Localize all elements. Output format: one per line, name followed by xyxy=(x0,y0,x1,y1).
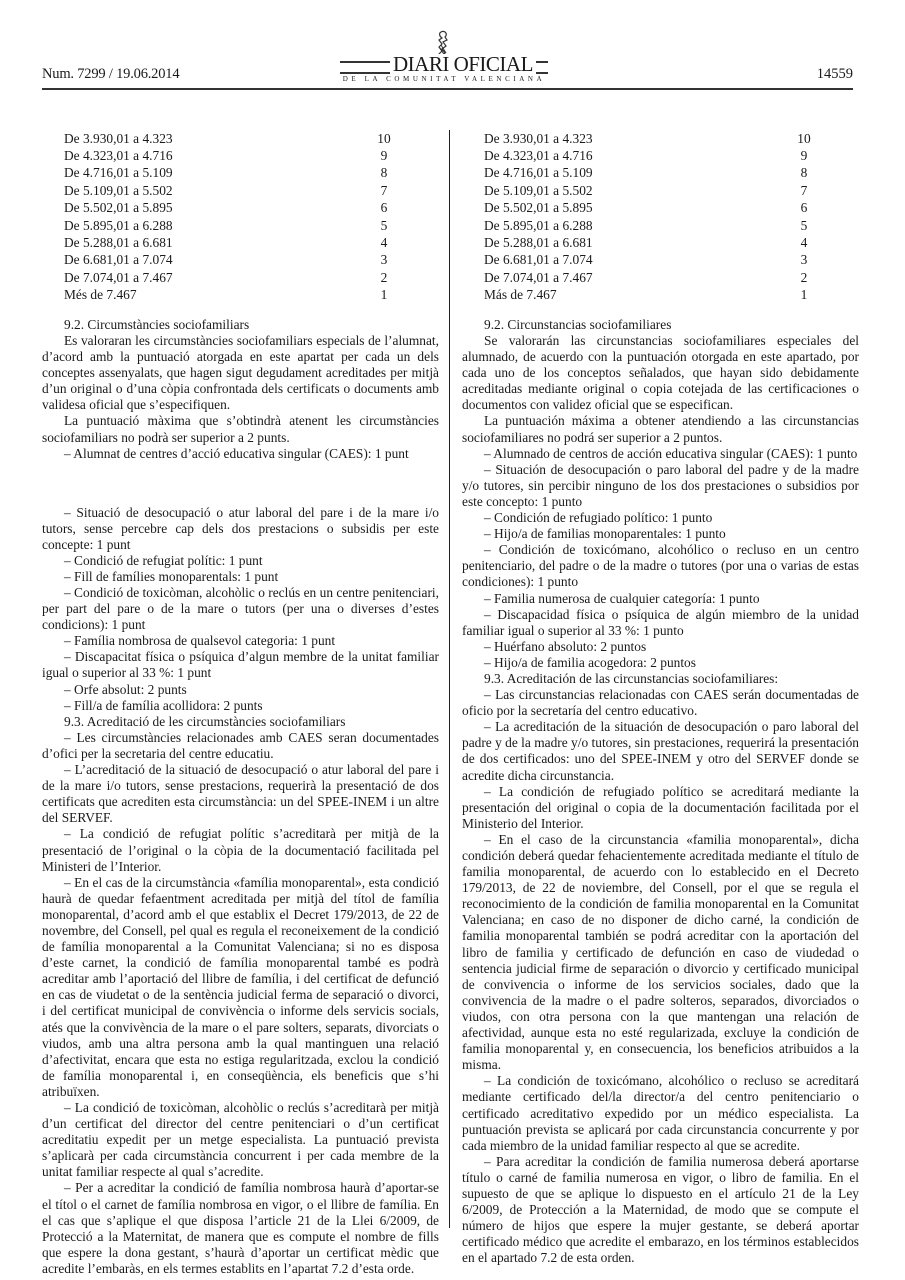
table-row xyxy=(42,200,439,217)
table-row xyxy=(42,234,439,251)
income-points-table xyxy=(42,130,439,304)
income-range: De 5.502,01 a 5.895 xyxy=(64,200,173,216)
paragraph: – Condición de refugiado político: 1 punto xyxy=(484,510,713,526)
income-range: Más de 7.467 xyxy=(484,287,557,303)
income-range: De 4.323,01 a 4.716 xyxy=(484,148,593,164)
table-row xyxy=(42,252,439,269)
table-row xyxy=(42,287,439,304)
points: 7 xyxy=(800,182,808,198)
section-heading: 9.2. Circunstancias sociofamiliares xyxy=(484,316,672,332)
paragraph: – La condició de toxicòman, alcohòlic o reclús s’acreditarà per mitjà d’un certificat del director del centre penitenciari o d’un certificat acreditatiu expedit per un metge especialista. La puntuació prevista s’aplicarà per cada circumstància concurrent i per cada membre de la unitat familiar respecte al qual s’acredite. xyxy=(42,1100,439,1180)
income-range: De 6.681,01 a 7.074 xyxy=(64,252,173,268)
table-row xyxy=(42,130,439,147)
paragraph: – Condició de refugiat polític: 1 punt xyxy=(64,552,263,568)
issue-number-date: Num. 7299 / 19.06.2014 xyxy=(42,66,180,82)
paragraph: – Situació de desocupació o atur laboral del pare i de la mare i/o tutors, sense percebre cap dels dos prestacions o subsidis per este concepte: 1 punt xyxy=(42,504,439,552)
paragraph: La puntuación máxima a obtener atendiendo a las circunstancias sociofamiliares no podrá ser superior a 2 puntos. xyxy=(462,413,859,445)
paragraph: – Discapacitat física o psíquica d’algun membre de la unitat familiar igual o superior al 33 %: 1 punt xyxy=(42,649,439,681)
paragraph: – Fill/a de família acollidora: 2 punts xyxy=(64,697,263,713)
table-row xyxy=(42,269,439,286)
income-range: De 5.895,01 a 6.288 xyxy=(64,217,173,233)
income-range: De 5.895,01 a 6.288 xyxy=(484,217,593,233)
points: 8 xyxy=(800,165,808,181)
paragraph: – Hijo/a de familias monoparentales: 1 punto xyxy=(484,526,726,542)
paragraph: – Família nombrosa de qualsevol categoria: 1 punt xyxy=(64,633,336,649)
points: 1 xyxy=(800,287,808,303)
paragraph: – La acreditación de la situación de desocupación o paro laboral del padre y de la madre y/o tutores, sin prestaciones, requerirá la presentación de dos certificados: uno del SPEE-INEM y otro del SERVEF donde se acredite dicha circunstancia. xyxy=(462,719,859,783)
paragraph: – Discapacidad física o psíquica de algún miembro de la unidad familiar igual o superior al 33 %: 1 punto xyxy=(462,606,859,638)
points: 4 xyxy=(800,234,808,250)
points: 5 xyxy=(800,217,808,233)
income-range: De 3.930,01 a 4.323 xyxy=(484,130,593,146)
points: 4 xyxy=(380,234,388,250)
body-text xyxy=(462,317,859,1267)
paragraph: – Hijo/a de familia acogedora: 2 puntos xyxy=(484,654,696,670)
table-row xyxy=(42,182,439,199)
points: 6 xyxy=(380,200,388,216)
table-row xyxy=(462,130,859,147)
paragraph: – Para acreditar la condición de familia numerosa deberá aportarse título o carné de familia numerosa en vigor, o libro de familia. En el supuesto de que se aplique lo dispuesto en el artículo 21 de la Ley 6/2009, de Protección a la Maternidad, de modo que se compute el número de hijos que espere la mujer gestante, se deberá aportar certificado médico que acredite el embarazo, en los términos establecidos en el apartado 7.2 de esta orden. xyxy=(462,1153,859,1266)
paragraph: – La condición de refugiado político se acreditará mediante la presentación del original o copia de la documentación facilitada por el Ministerio del Interior. xyxy=(462,783,859,831)
points: 5 xyxy=(380,217,388,233)
blank-line xyxy=(42,475,439,491)
income-range: De 5.288,01 a 6.681 xyxy=(64,234,173,250)
table-row xyxy=(462,165,859,182)
income-range: De 7.074,01 a 7.467 xyxy=(484,269,593,285)
income-points-table xyxy=(462,130,859,304)
paragraph: – Fill de famílies monoparentals: 1 punt xyxy=(64,568,279,584)
points: 1 xyxy=(380,287,388,303)
page-number: 14559 xyxy=(816,66,853,82)
points: 2 xyxy=(380,269,388,285)
paragraph: – Orfe absolut: 2 punts xyxy=(64,681,187,697)
points: 3 xyxy=(380,252,388,268)
table-row xyxy=(462,200,859,217)
income-range: De 4.323,01 a 4.716 xyxy=(64,148,173,164)
table-row xyxy=(462,269,859,286)
table-row xyxy=(462,252,859,269)
header-rule xyxy=(42,88,853,90)
paragraph: – Condición de toxicómano, alcohólico o recluso en un centro penitenciario, del padre o de la madre o tutores (por una o varias de estas condiciones): 1 punto xyxy=(462,542,859,590)
paragraph: Se valorarán las circunstancias sociofamiliares especiales del alumnado, de acuerdo con la puntuación otorgada en este apartado, por cada uno de los conceptos señalados, que hayan sido debidamente acreditadas mediante original o copia cotejada de las certificaciones o documentos con validez oficial que se especifican. xyxy=(462,333,859,413)
section-heading: 9.2. Circumstàncies sociofamiliars xyxy=(64,316,250,332)
body-text xyxy=(42,317,439,1277)
income-range: De 5.109,01 a 5.502 xyxy=(64,182,173,198)
paragraph: – La condición de toxicómano, alcohólico o recluso se acreditará mediante certificado del/la director/a del centro penitenciario o certificado acreditativo expedido por un médico especialista. La puntuación prevista se aplicará por cada circunstancia concurrente y por cada miembro de la unidad familiar respecto al que se acredite. xyxy=(462,1073,859,1153)
paragraph: – Las circunstancias relacionadas con CAES serán documentadas de oficio por la secretaría del centro educativo. xyxy=(462,687,859,719)
paragraph: – Alumnado de centros de acción educativa singular (CAES): 1 punto xyxy=(484,445,858,461)
income-range: De 3.930,01 a 4.323 xyxy=(64,130,173,146)
table-row xyxy=(42,165,439,182)
logo-subtitle: DE LA COMUNITAT VALENCIANA xyxy=(342,75,546,83)
diari-oficial-logo xyxy=(340,30,548,86)
points: 8 xyxy=(380,165,388,181)
table-row xyxy=(462,182,859,199)
income-range: De 4.716,01 a 5.109 xyxy=(484,165,593,181)
table-row xyxy=(462,147,859,164)
paragraph: – Les circumstàncies relacionades amb CAES seran documentades d’ofici per la secretaria del centre educatiu. xyxy=(42,729,439,761)
paragraph: La puntuació màxima que s’obtindrà atenent les circumstàncies sociofamiliars no podrà ser superior a 2 punts. xyxy=(42,413,439,445)
table-row xyxy=(462,217,859,234)
income-range: De 5.109,01 a 5.502 xyxy=(484,182,593,198)
paragraph: – Condició de toxicòman, alcohòlic o reclús en un centre penitenciari, per part del pare o de la mare o tutors (per una o diverses d’estes condicions): 1 punt xyxy=(42,585,439,633)
points: 9 xyxy=(380,148,388,164)
column-spanish xyxy=(462,130,859,1266)
paragraph: – Huérfano absoluto: 2 puntos xyxy=(484,638,647,654)
table-row xyxy=(462,287,859,304)
points: 3 xyxy=(800,252,808,268)
paragraph: – Familia numerosa de cualquier categoría: 1 punto xyxy=(484,590,760,606)
table-row xyxy=(42,147,439,164)
points: 10 xyxy=(797,130,811,146)
paragraph: – En el cas de la circumstància «família monoparental», esta condició haurà de quedar fefaentment acreditada per mitjà del títol de família monoparental, d’acord amb el que establix el Decret 179/2013, de 22 de novembre, del Consell, pel qual es regula el reconeixement de la condició de família monoparental a la Comunitat Valenciana; si no es disposa d’este carnet, la condició de família monoparental també es podrà acreditar amb l’aportació del llibre de família, i del certificat de defunció en cas de viudetat o de la sentència judicial ferma de separació o divorci, i del certificat municipal de convivència o informe dels servicis socials, atés que la convivència de la mare o el pare solters, separats, divorciats o viudos, amb una altra persona amb la qual mantinguen una relació d’afectivitat, encara que esta no estiga regularitzada, exclou la condició de família monoparental i, en conseqüència, els beneficis que s’hi atribuïxen. xyxy=(42,874,439,1099)
income-range: De 5.502,01 a 5.895 xyxy=(484,200,593,216)
paragraph: – Per a acreditar la condició de família nombrosa haurà d’aportar-se el títol o el carnet de família nombrosa en vigor, o el llibre de família. En el cas que s’aplique el que disposa l’article 21 de la Llei 6/2009, de Protecció a la Maternitat, de manera que es compute el nombre de fills que espere la dona gestant, s’haurà d’aportar un certificat mèdic que acredite l’embaràs, en els termes establits en l’apartat 7.2 d’esta orde. xyxy=(42,1180,439,1276)
points: 10 xyxy=(377,130,391,146)
paragraph: Es valoraran les circumstàncies sociofamiliars especials de l’alumnat, d’acord amb la puntuació atorgada en este apartat per cada un dels conceptes assenyalats, que hagen sigut degudament acreditades per mitjà d’un original o d’una còpia confrontada dels certificats o documents amb validesa oficial que s’especifiquen. xyxy=(42,333,439,413)
paragraph: – En el caso de la circunstancia «familia monoparental», dicha condición deberá quedar fehacientemente acreditada mediante el título de familia monoparental, de acuerdo con lo establecido en el Decreto 179/2013, de 22 de noviembre, del Consell, por el que se regula el reconocimiento de la condición de familia monoparental en la Comunitat Valenciana; en caso de no disponer de dicho carné, la condición de familia monoparental también se podrá acreditar con la aportación del libro de familia y certificado de defunción en caso de viudedad o sentencia judicial firme de separación o divorcio y certificado municipal de convivencia o informe de los servicios sociales, dado que la convivencia de la madre o el padre solteros, separados, divorciados o viudos, con otra persona con la que mantengan una relación de afectividad, aunque esta no esté regularizada, excluye la condición de familia monoparental y, en consecuencia, los beneficios atribuidos a la misma. xyxy=(462,831,859,1073)
logo-title: DIARI OFICIAL xyxy=(390,54,536,75)
income-range: De 6.681,01 a 7.074 xyxy=(484,252,593,268)
paragraph: – Alumnat de centres d’acció educativa singular (CAES): 1 punt xyxy=(64,445,409,461)
column-divider xyxy=(449,130,450,1228)
table-row xyxy=(462,234,859,251)
income-range: De 5.288,01 a 6.681 xyxy=(484,234,593,250)
paragraph: – L’acreditació de la situació de desocupació o atur laboral del pare i de la mare i/o tutors, sense prestacions, requerirà la presentació de dos certificats que acrediten esta circumstància: un del SPEE-INEM i un altre del SERVEF. xyxy=(42,762,439,826)
points: 9 xyxy=(800,148,808,164)
income-range: De 7.074,01 a 7.467 xyxy=(64,269,173,285)
section-heading: 9.3. Acreditació de les circumstàncies sociofamiliars xyxy=(64,713,346,729)
points: 2 xyxy=(800,269,808,285)
section-heading: 9.3. Acreditación de las circunstancias sociofamiliares: xyxy=(484,670,779,686)
paragraph: – Situación de desocupación o paro laboral del padre y de la madre y/o tutores, sin percibir ninguno de los dos prestaciones o subsidios por este concepto: 1 punto xyxy=(462,461,859,509)
table-row xyxy=(42,217,439,234)
points: 6 xyxy=(800,200,808,216)
paragraph: – La condició de refugiat polític s’acreditarà per mitjà de la presentació de l’original o la còpia de la documentació facilitada pel Ministeri de l’Interior. xyxy=(42,826,439,874)
points: 7 xyxy=(380,182,388,198)
column-valencian xyxy=(42,130,439,1277)
income-range: Més de 7.467 xyxy=(64,287,137,303)
income-range: De 4.716,01 a 5.109 xyxy=(64,165,173,181)
